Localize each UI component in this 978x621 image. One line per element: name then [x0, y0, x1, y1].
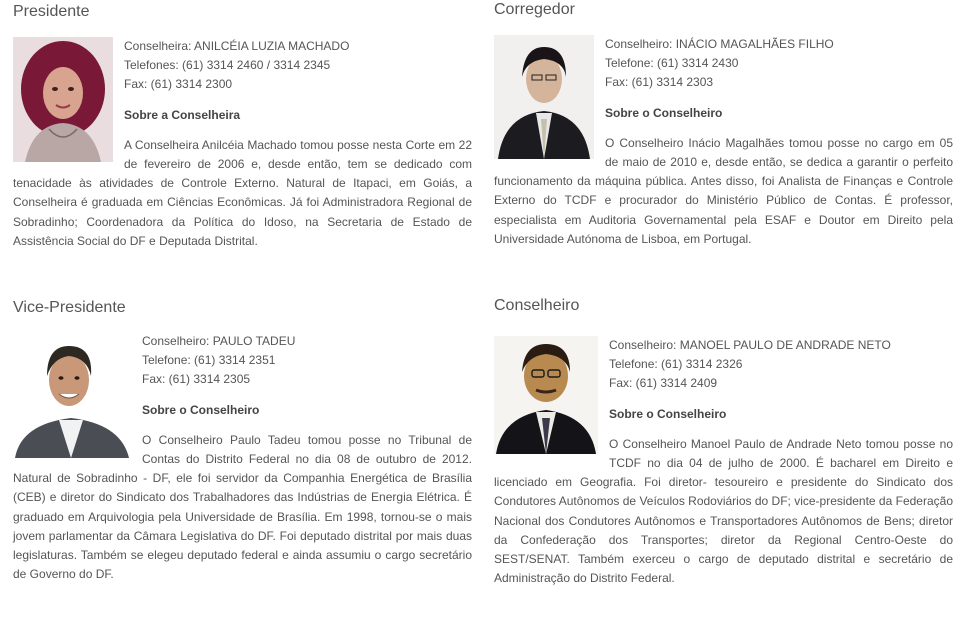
counselor-name: Conselheiro: MANOEL PAULO DE ANDRADE NETO: [609, 338, 891, 352]
card-vice-presidente: [13, 298, 472, 584]
card-heading: Conselheiro: [494, 297, 580, 314]
phone-line: Telefones: (61) 3314 2460 / 3314 2345: [124, 58, 331, 73]
counselor-name: Conselheiro: PAULO TADEU: [142, 334, 296, 348]
bio-text: O Conselheiro Paulo Tadeu tomou posse no Tribunal de Contas do Distrito Federal no dia 08 de outubro de 2012. Natural de Sobradinho - DF, ele foi servidor da Companhia Energética de Brasília (CEB) e diretor do Sindicato dos Trabalhadores das Indústrias de Energia Elétrica. É graduado em Arquivologia pela Universidade de Brasília. Em 1998, tornou-se o mais jovem parlamentar da Câmara Legislativa do DF. Foi deputado distrital por mais duas legislaturas. Também se elegeu deputado federal e ainda assumiu o cargo secretário de Governo do DF.: [13, 432, 472, 582]
fax-line: Fax: (61) 3314 2300: [124, 77, 233, 92]
phone-line: Telefone: (61) 3314 2430: [605, 56, 739, 71]
card-conselheiro: [494, 296, 953, 588]
card-corregedor: [494, 0, 953, 249]
portrait-photo: [494, 336, 598, 454]
bio-text: O Conselheiro Manoel Paulo de Andrade Neto tomou posse no TCDF no dia 04 de julho de 2000. É bacharel em Direito e licenciado em Geografia. Foi diretor- tesoureiro e presidente do Sindicato dos Condutores Autônomos de Veículos Rodoviários do DF; vice-presidente da Federação Nacional dos Condutores Autônomos e Transportadores Autônomos de Bens; diretor da Confederação dos Transportes; diretor da Regional Centro-Oeste do SEST/SENAT. Também exerceu o cargo de deputado distrital e secretário de Administração do Distrito Federal.: [494, 436, 953, 586]
about-heading: Sobre a Conselheira: [124, 107, 241, 122]
bio-text: A Conselheira Anilcéia Machado tomou posse nesta Corte em 22 de fevereiro de 2006 e, desde então, tem se dedicado com tenacidade às atividades de Controle Externo. Natural de Itapaci, em Goiás, a Conselheira é graduada em Ciências Econômicas. Já foi Administradora Regional de Sobradinho; Coordenadora da Política do Idoso, na Secretaria de Estado de Assistência Social do DF e Deputada Distrital.: [13, 137, 472, 248]
counselor-name: Conselheira: ANILCÉIA LUZIA MACHADO: [124, 39, 350, 53]
card-heading: Presidente: [13, 3, 90, 20]
card-body: [13, 332, 472, 584]
phone-line: Telefone: (61) 3314 2351: [142, 353, 276, 368]
card-body: [13, 37, 472, 251]
about-heading: Sobre o Conselheiro: [142, 402, 260, 417]
phone-line: Telefone: (61) 3314 2326: [609, 357, 743, 372]
fax-line: Fax: (61) 3314 2303: [605, 75, 714, 90]
portrait-photo: [13, 37, 113, 162]
counselor-name: Conselheiro: INÁCIO MAGALHÃES FILHO: [605, 37, 834, 51]
about-heading: Sobre o Conselheiro: [605, 105, 723, 120]
bio-text: O Conselheiro Inácio Magalhães tomou posse no cargo em 05 de maio de 2010 e, desde então, se dedica a garantir o perfeito funcionamento da máquina pública. Antes disso, foi Analista de Finanças e Controle Externo do TCDF e procurador do Ministério Público de Contas. É professor, especialista em Auditoria Governamental pela ESAF e Doutor em Direito pela Universidade Autónoma de Lisboa, em Portugal.: [494, 135, 953, 246]
portrait-photo: [13, 332, 131, 458]
fax-line: Fax: (61) 3314 2409: [609, 376, 718, 391]
card-body: [494, 336, 953, 588]
fax-line: Fax: (61) 3314 2305: [142, 372, 251, 387]
card-presidente: [13, 2, 472, 251]
portrait-photo: [494, 35, 594, 159]
card-heading: Vice-Presidente: [13, 299, 126, 316]
card-body: [494, 35, 953, 249]
card-heading: Corregedor: [494, 1, 575, 18]
about-heading: Sobre o Conselheiro: [609, 406, 727, 421]
